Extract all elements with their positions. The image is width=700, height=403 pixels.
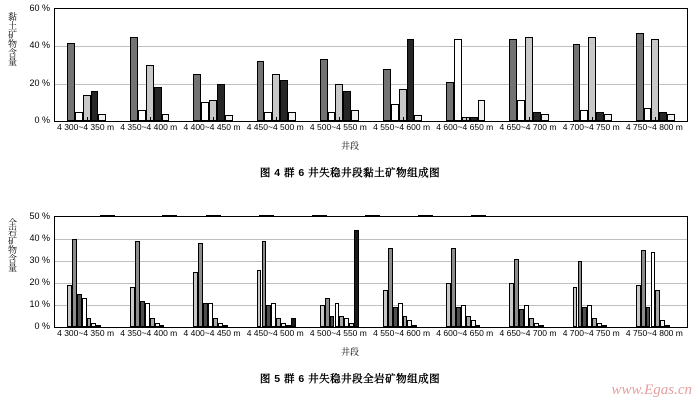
bar [146,65,154,121]
x-tickmark [213,323,214,327]
x-axis-title-figure-4: 井段 [340,141,359,151]
x-tick-label: 4 550~4 600 m [373,122,431,132]
bar [414,115,422,121]
bars-figure-5 [55,217,687,327]
x-tick-label: 4 300~4 350 m [57,328,115,338]
bar [98,114,106,121]
bar [75,112,83,121]
x-tick-label: 4 450~4 500 m [246,122,304,132]
y-axis-title-figure-5: 全岩矿物含量 [7,218,17,272]
bar [138,110,146,121]
bar [509,39,517,121]
bar [651,39,659,121]
bar [478,100,486,121]
bar [446,82,454,121]
bar [476,325,481,327]
bar [91,91,99,121]
bar [257,61,265,121]
x-tickmark [529,323,530,327]
x-tick-label: 4 600~4 650 m [436,328,494,338]
y-axis-ticks-figure-4 [20,0,50,125]
bar [588,37,596,121]
y-tick: 10 % [29,299,50,309]
x-tickmark [150,117,151,121]
x-tick-label: 4 700~4 750 m [562,122,620,132]
y-axis-title-figure-4: 黏土矿物含量 [7,12,17,66]
y-tick: 0 % [34,321,50,331]
x-tickmark [276,117,277,121]
x-tick-label: 4 700~4 750 m [562,328,620,338]
bar [351,110,359,121]
x-tick-label: 4 400~4 450 m [183,328,241,338]
bar [130,37,138,121]
x-tickmark [150,323,151,327]
bar [665,325,670,327]
x-tick-label: 4 600~4 650 m [436,122,494,132]
x-tickmark [87,117,88,121]
y-tick: 20 % [29,277,50,287]
bar [288,112,296,121]
x-tickmark [466,323,467,327]
x-tickmark [213,117,214,121]
bar [604,114,612,121]
bar [162,114,170,121]
plot-area-figure-4 [54,8,688,122]
y-tick: 40 % [29,40,50,51]
x-tick-label: 4 550~4 600 m [373,328,431,338]
y-tick: 50 % [29,211,50,221]
x-tickmark [655,117,656,121]
bar [541,114,549,121]
bar [154,87,162,121]
x-tick-label: 4 450~4 500 m [246,328,304,338]
x-tick-label: 4 650~4 700 m [499,122,557,132]
x-axis-title-figure-5: 井段 [340,347,359,357]
x-tick-label: 4 750~4 800 m [625,122,683,132]
y-tick: 0 % [34,115,50,125]
bar [217,84,225,121]
bar [517,100,525,121]
bar [533,112,541,121]
x-tick-label: 4 350~4 400 m [120,328,178,338]
x-tickmark [339,117,340,121]
bar [335,84,343,121]
x-tickmark [592,323,593,327]
bar [328,112,336,121]
bar [343,91,351,121]
bar [580,110,588,121]
bar [454,39,462,121]
x-tick-label: 4 300~4 350 m [57,122,115,132]
x-tickmark [466,117,467,121]
bar [201,102,209,121]
figure-5-caption: 图 5 群 6 井失稳井段全岩矿物组成图 [259,373,441,385]
x-tickmark [529,117,530,121]
bars-figure-4 [55,9,687,121]
bar [659,112,667,121]
figure-4-caption: 图 4 群 6 井失稳井段黏土矿物组成图 [259,167,441,179]
bar [223,325,228,327]
bar [525,37,533,121]
watermark: www.Egas.cn [611,382,692,398]
x-tickmark [276,323,277,327]
bar [636,33,644,121]
bar [539,325,544,327]
bar [280,80,288,121]
figure-5 [0,196,700,396]
bar [291,318,296,327]
bar [354,230,359,327]
x-tickmark [592,117,593,121]
y-tick: 30 % [29,255,50,265]
y-tick: 20 % [29,77,50,88]
plot-area-figure-5 [54,216,688,328]
bar [264,112,272,121]
x-tick-label: 4 350~4 400 m [120,122,178,132]
x-tick-label: 4 500~4 550 m [309,122,367,132]
bar [272,74,280,121]
x-tickmark [87,323,88,327]
bar [573,44,581,121]
x-tick-label: 4 400~4 450 m [183,122,241,132]
bar [470,117,478,121]
x-tick-label: 4 500~4 550 m [309,328,367,338]
bar [225,115,233,121]
x-tickmark [655,323,656,327]
bar [602,325,607,327]
bar [383,69,391,121]
bar [193,74,201,121]
bar [412,325,417,327]
bar [96,325,101,327]
y-tick: 40 % [29,233,50,243]
x-axis-labels-figure-5 [54,328,686,342]
x-tickmark [339,323,340,327]
figure-4 [0,0,700,196]
x-tick-label: 4 750~4 800 m [625,328,683,338]
y-tick: 60 % [29,3,50,13]
x-axis-labels-figure-4 [54,122,686,136]
y-axis-ticks-figure-5 [20,196,50,336]
bar [667,114,675,121]
bar [320,59,328,121]
bar [407,39,415,121]
x-tick-label: 4 650~4 700 m [499,328,557,338]
x-tickmark [403,323,404,327]
bar [160,325,165,327]
x-tickmark [403,117,404,121]
bar [596,112,604,121]
bar [644,108,652,121]
bar [391,104,399,121]
bar [67,43,75,121]
